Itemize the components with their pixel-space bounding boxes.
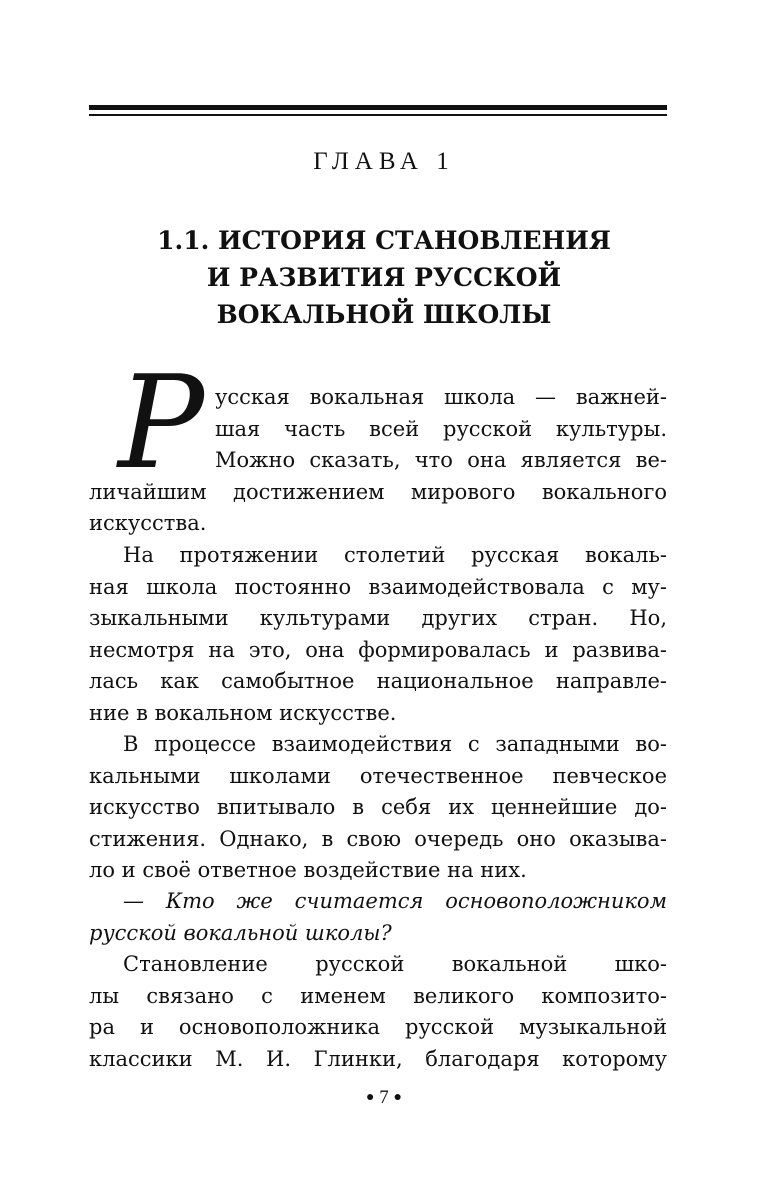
bullet-icon: ● <box>366 1090 375 1105</box>
text-line: искусство впитывало в себя их ценнейшие до- <box>89 795 667 819</box>
text-line: несмотря на это, она формировалась и развива- <box>89 637 667 662</box>
section-title-line: 1.1. ИСТОРИЯ СТАНОВЛЕНИЯ <box>157 226 611 255</box>
text-line: В процессе взаимодействия с западными во- <box>123 732 667 756</box>
text-line: зыкальными культурами других стран. Но, <box>89 606 667 630</box>
page-number-value: 7 <box>379 1087 389 1108</box>
text-line: шая часть всей русской культуры. <box>215 416 667 441</box>
section-title-line: ВОКАЛЬНОЙ ШКОЛЫ <box>216 300 552 329</box>
text-line: Становление русской вокальной шко- <box>123 952 667 976</box>
text-line: лы связано с именем великого композито- <box>89 983 667 1008</box>
text-line: классики М. И. Глинки, благодаря которому <box>89 1046 667 1071</box>
text-line: ло и своё ответное воздействие на них. <box>89 858 527 882</box>
text-line: стижения. Однако, в свою очередь оно оказыва- <box>89 826 667 851</box>
chapter-label: ГЛАВА 1 <box>313 148 455 175</box>
text-line: искусства. <box>89 511 207 535</box>
text-line: кальными школами отечественное певческое <box>89 763 667 788</box>
top-rule-thick <box>89 105 667 110</box>
text-line: ра и основоположника русской музыкальной <box>89 1015 667 1039</box>
section-title-line: И РАЗВИТИЯ РУССКОЙ <box>206 263 562 292</box>
text-line: личайшим достижением мирового вокального <box>89 479 667 504</box>
top-rule-thin <box>89 114 667 116</box>
text-line: ние в вокальном искусстве. <box>89 700 397 725</box>
text-line: лась как самобытное национальное направле- <box>89 669 667 693</box>
text-line: усская вокальная школа — важней- <box>215 385 667 409</box>
section-title <box>100 222 668 333</box>
paragraph-4 <box>89 949 667 1075</box>
bullet-icon: ● <box>393 1090 402 1105</box>
paragraph-3 <box>89 729 667 887</box>
page-number <box>0 1087 768 1109</box>
text-line: Можно сказать, что она является ве- <box>215 448 667 472</box>
paragraph-2 <box>89 540 667 729</box>
text-line: ная школа постоянно взаимодействовала с му- <box>89 574 667 599</box>
text-line: На протяжении столетий русская вокаль- <box>123 543 667 567</box>
drop-cap: Р <box>118 349 205 498</box>
paragraph-1 <box>89 382 667 540</box>
question <box>89 886 667 949</box>
text-line: русской вокальной школы? <box>89 920 392 945</box>
text-line: — Кто же считается основоположником <box>123 889 667 913</box>
